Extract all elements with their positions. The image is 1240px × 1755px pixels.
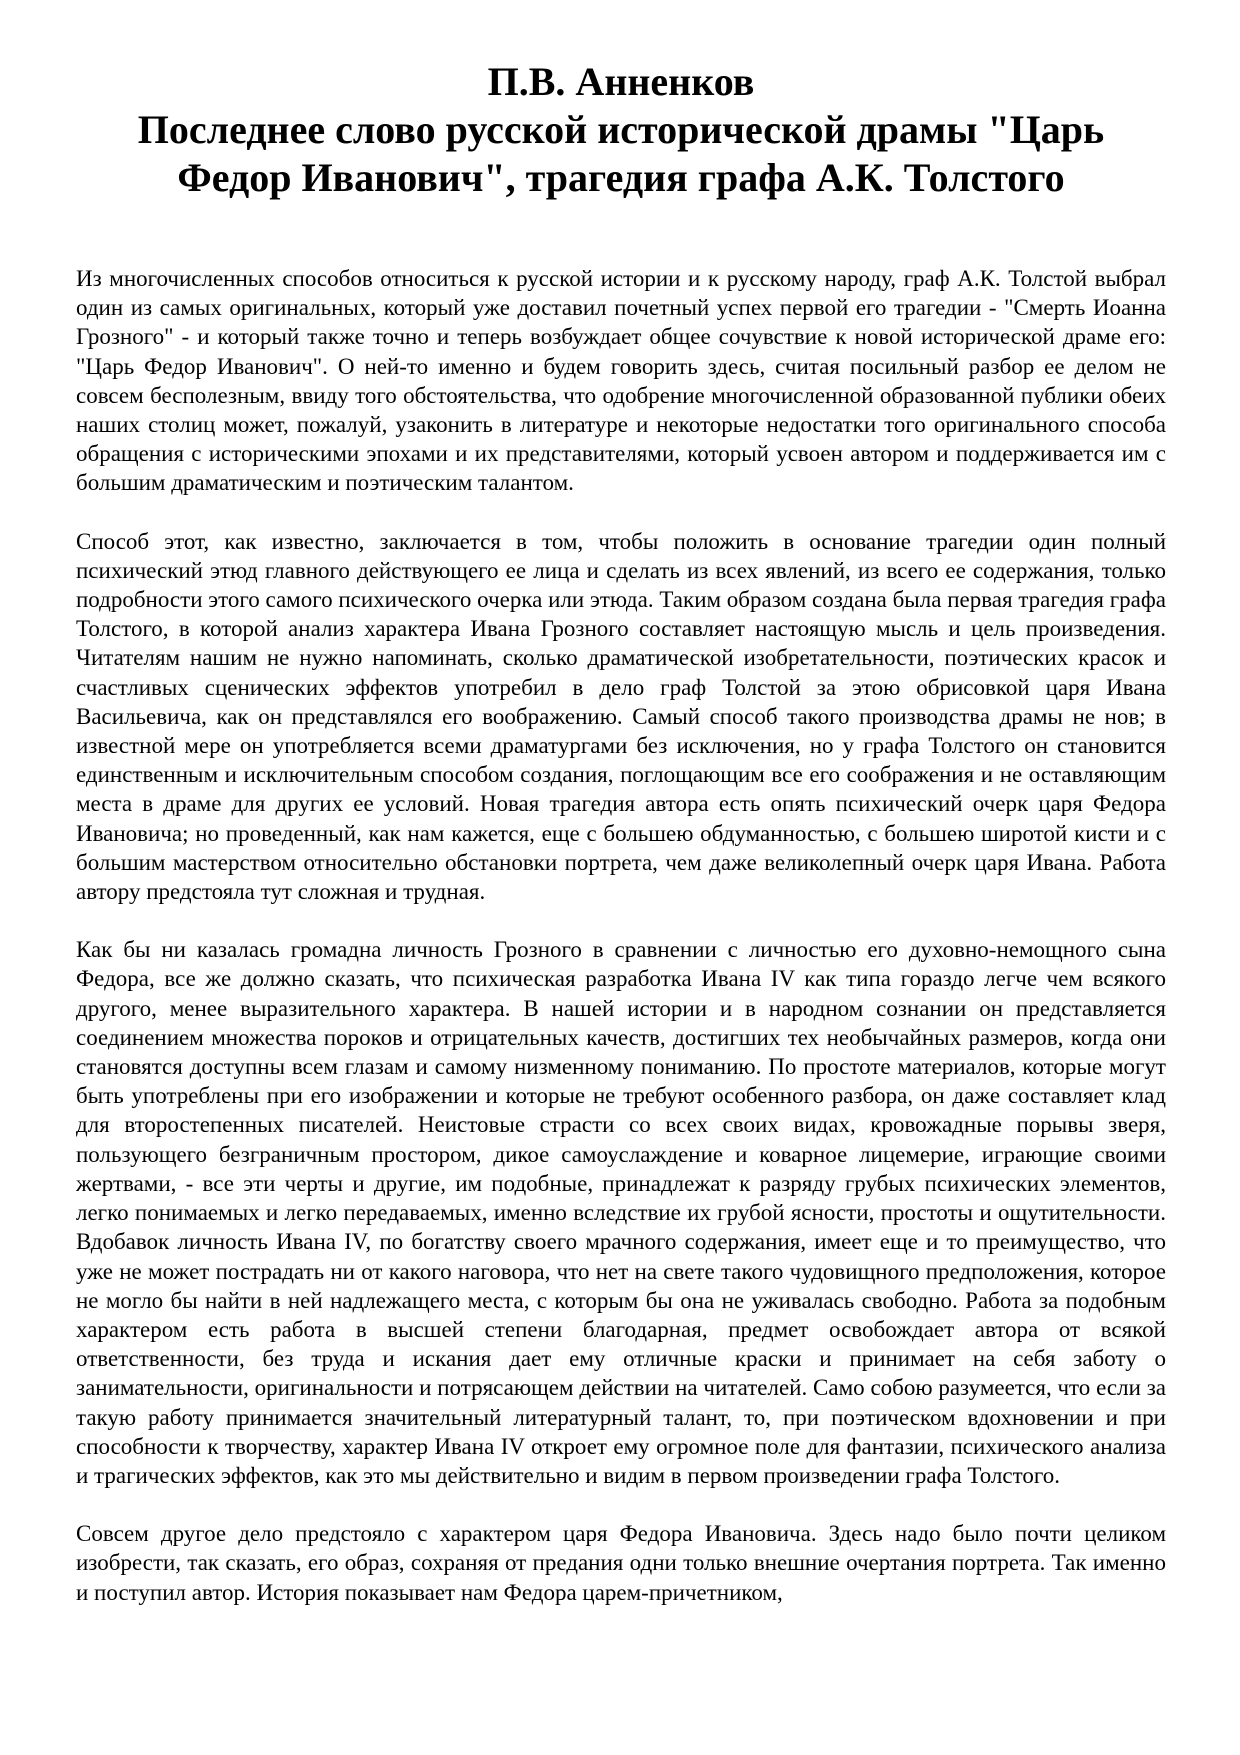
document-title bbox=[76, 58, 1166, 202]
author-name: П.В. Анненков bbox=[487, 59, 755, 104]
paragraph: Совсем другое дело предстояло с характером царя Федора Ивановича. Здесь надо было почти целиком изобрести, так сказать, его образ, сохраняя от предания одни только внешние очертания портрета. Так именно и поступил автор. История показывает нам Федора царем-причетником, bbox=[76, 1521, 1166, 1605]
title-line-2: Федор Иванович", трагедия графа А.К. Толстого bbox=[177, 155, 1065, 200]
title-line-1: Последнее слово русской исторической драмы "Царь bbox=[137, 107, 1105, 152]
paragraph: Из многочисленных способов относиться к русской истории и к русскому народу, граф А.К. Толстой выбрал один из самых оригинальных, который уже доставил почетный успех первой его трагедии - "Смерть Иоанна Грозного" - и который также точно и теперь возбуждает общее сочувствие к новой исторической драме его: "Царь Федор Иванович". О ней-то именно и будем говорить здесь, считая посильный разбор ее делом не совсем бесполезным, ввиду того обстоятельства, что одобрение многочисленной образованной публики обеих наших столиц может, пожалуй, узаконить в литературе и некоторые недостатки того оригинального способа обращения с историческими эпохами и их представителями, который усвоен автором и поддерживается им с большим драматическим и поэтическим талантом. bbox=[76, 266, 1166, 496]
body-text bbox=[76, 264, 1166, 1607]
paragraph: Способ этот, как известно, заключается в том, чтобы положить в основание трагедии один полный психический этюд главного действующего ее лица и сделать из всех явлений, из всего ее содержания, только подробности этого самого психического очерка или этюда. Таким образом создана была первая трагедия графа Толстого, в которой анализ характера Ивана Грозного составляет настоящую мысль и цель произведения. Читателям нашим не нужно напоминать, сколько драматической изобретательности, поэтических красок и счастливых сценических эффектов употребил в дело граф Толстой за этою обрисовкой царя Ивана Васильевича, как он представлялся его воображению. Самый способ такого производства драмы не нов; в известной мере он употребляется всеми драматургами без исключения, но у графа Толстого он становится единственным и исключительным способом создания, поглощающим все его соображения и не оставляющим места в драме для других ее условий. Новая трагедия автора есть опять психический очерк царя Федора Ивановича; но проведенный, как нам кажется, еще с большею обдуманностью, с большею широтой кисти и с большим мастерством относительно обстановки портрета, чем даже великолепный очерк царя Ивана. Работа автору предстояла тут сложная и трудная. bbox=[76, 528, 1166, 905]
paragraph: Как бы ни казалась громадна личность Грозного в сравнении с личностью его духовно-немощного сына Федора, все же должно сказать, что психическая разработка Ивана IV как типа гораздо легче чем всякого другого, менее выразительного характера. В нашей истории и в народном сознании он представляется соединением множества пороков и отрицательных качеств, достигших тех необычайных размеров, когда они становятся доступны всем глазам и самому низменному пониманию. По простоте материалов, которые могут быть употреблены при его изображении и которые не требуют особенного разбора, он даже составляет клад для второстепенных писателей. Неистовые страсти со всех своих видах, кровожадные порывы зверя, пользующего безграничным простором, дикое самоуслаждение и коварное лицемерие, играющие своими жертвами, - все эти черты и другие, им подобные, принадлежат к разряду грубых психических элементов, легко понимаемых и легко передаваемых, именно вследствие их грубой ясности, простоты и ощутительности. Вдобавок личность Ивана IV, по богатству своего мрачного содержания, имеет еще и то преимущество, что уже не может пострадать ни от какого наговора, что нет на свете такого чудовищного предположения, которое не могло бы найти в ней надлежащего места, с которым бы она не уживалась свободно. Работа за подобным характером есть работа в высшей степени благодарная, предмет освобождает автора от всякой ответственности, без труда и искания дает ему отличные краски и принимает на себя заботу о занимательности, оригинальности и потрясающем действии на читателей. Само собою разумеется, что если за такую работу принимается значительный литературный талант, то, при поэтическом вдохновении и при способности к творчеству, характер Ивана IV откроет ему огромное поле для фантазии, психического анализа и трагических эффектов, как это мы действительно и видим в первом произведении графа Толстого. bbox=[76, 937, 1166, 1488]
